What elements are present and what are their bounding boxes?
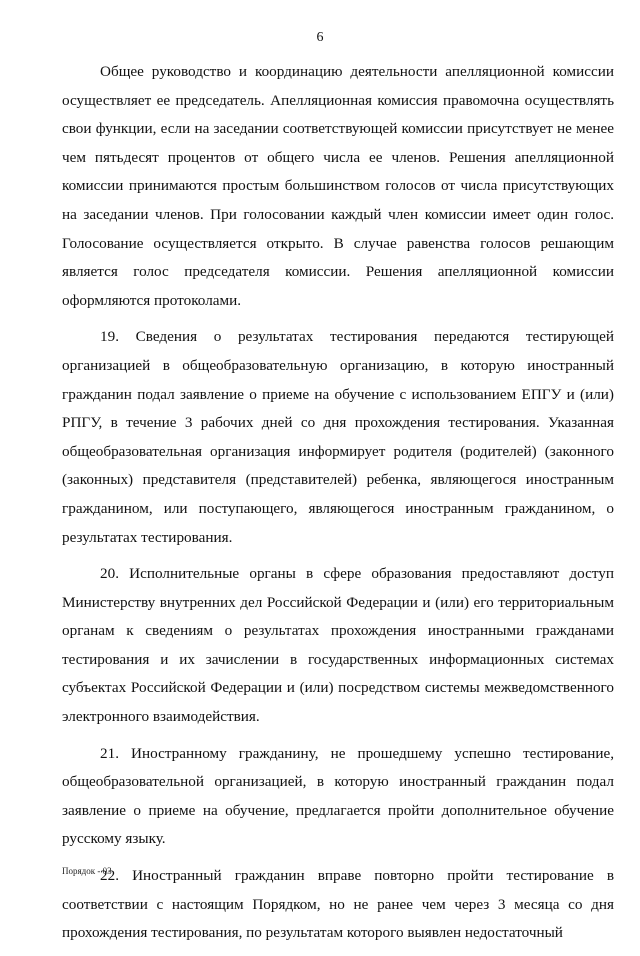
paragraph-21: 21. Иностранному гражданину, не прошедшему успешно тестирование, общеобразовательной организацией, в которую иностранный гражданин подал заявление о приеме на обучение, предлагается пройти дополнительное обучение русскому языку. xyxy=(62,744,614,848)
page-number: 6 xyxy=(316,30,324,45)
paragraph-22: 22. Иностранный гражданин вправе повторно пройти тестирование в соответствии с настоящим Порядком, но не ранее чем через 3 месяца со дня прохождения тестирования, по результатам которого выявлен недостаточный xyxy=(62,867,614,942)
paragraph-20: 20. Исполнительные органы в сфере образования предоставляют доступ Министерству внутренних дел Российской Федерации и (или) его территориальным органам к сведениям о результатах прохождения иностранными гражданами тестирования и их зачислении в государственных информационных системах субъектах Российской Федерации и (или) посредством системы межведомственного электронного взаимодействия. xyxy=(62,565,614,726)
footer-doc-code: Порядок - 03 xyxy=(62,866,112,876)
paragraph-19: 19. Сведения о результатах тестирования передаются тестирующей организацией в общеобразовательную организацию, в которую иностранный гражданин подал заявление о приеме на обучение с использованием ЕПГУ и (или) РПГУ, в течение 3 рабочих дней со дня прохождения тестирования. Указанная общеобразовательная организация информирует родителя (родителей) (законного (законных) представителя (представителей) ребенка, являющегося иностранным гражданином, или поступающего, являющегося иностранным гражданином, о результатах тестирования. xyxy=(62,328,614,546)
paragraph-commission-leadership: Общее руководство и координацию деятельности апелляционной комиссии осуществляет ее председатель. Апелляционная комиссия правомочна осуществлять свои функции, если на заседании соответствующей комиссии присутствует не менее чем пятьдесят процентов от общего числа ее членов. Решения апелляционной комиссии принимаются простым большинством голосов от числа присутствующих на заседании членов. При голосовании каждый член комиссии имеет один голос. Голосование осуществляется открыто. В случае равенства голосов решающим является голос председателя комиссии. Решения апелляционной комиссии оформляются протоколами. xyxy=(62,63,614,309)
document-body xyxy=(62,58,614,956)
